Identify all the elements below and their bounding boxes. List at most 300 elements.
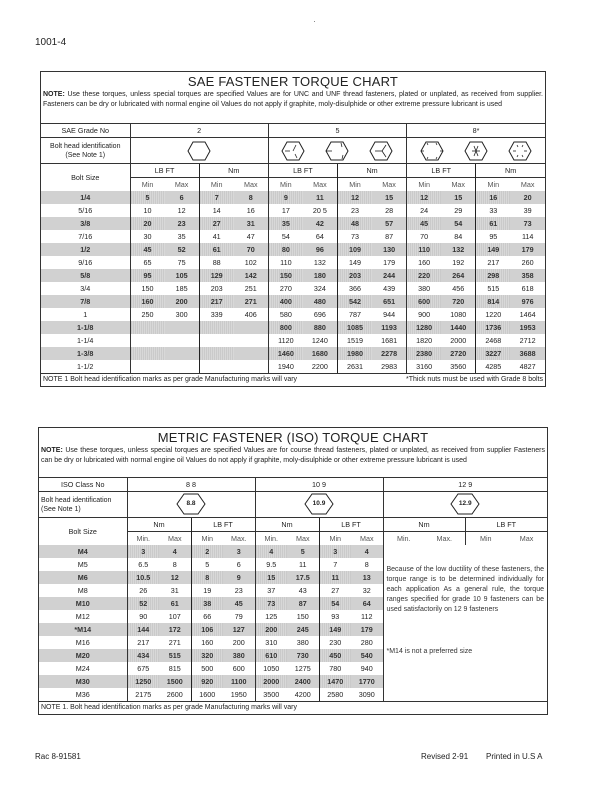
torque-value-cell: 1820 — [407, 334, 442, 347]
torque-value-cell: 90 — [127, 610, 159, 623]
g8-nm-label: Nm — [476, 164, 545, 178]
torque-value-cell: 179 — [383, 258, 396, 267]
torque-value-cell: 70 — [407, 230, 442, 243]
table-row — [41, 204, 545, 217]
min-label: Min. — [127, 532, 159, 546]
torque-value-cell: 33 — [476, 204, 511, 217]
torque-value-cell: 7 — [319, 558, 351, 571]
g5-nm-label: Nm — [337, 164, 406, 178]
torque-value-cell: 179 — [510, 243, 545, 256]
torque-value-cell: 2983 — [381, 362, 398, 371]
torque-value-cell: 12 — [337, 191, 372, 204]
bolt-size-cell: M4 — [39, 545, 127, 558]
torque-value-cell: 1220 — [476, 308, 511, 321]
torque-value-cell: 73 — [337, 230, 372, 243]
grade5-head-cell — [268, 138, 406, 164]
torque-value-cell: 9 — [223, 571, 255, 584]
sae-unit-row — [41, 164, 545, 178]
torque-value-cell: 8 — [191, 571, 223, 584]
torque-value-cell: 271 — [168, 638, 181, 647]
torque-value-cell: 780 — [319, 662, 351, 675]
c109-nm-label: Nm — [255, 518, 319, 532]
table-row — [41, 217, 545, 230]
torque-value-cell: 580 — [268, 308, 303, 321]
sae-footnote-right: *Thick nuts must be used with Grade 8 bolts — [406, 376, 543, 383]
torque-value-cell: 31 — [234, 217, 269, 230]
torque-value-cell: 185 — [175, 284, 188, 293]
torque-value-cell: 20 — [510, 191, 545, 204]
torque-value-cell: 4 — [255, 545, 287, 558]
torque-value-cell: 814 — [476, 295, 511, 308]
table-row — [41, 191, 545, 204]
torque-value-cell: 127 — [223, 623, 255, 636]
bolt-size-cell: M36 — [75, 690, 90, 699]
max-label: Max. — [424, 532, 465, 546]
torque-value-cell: 15 — [441, 191, 476, 204]
bolt-size-cell: 1/4 — [41, 191, 130, 204]
torque-value-cell: 730 — [287, 649, 319, 662]
torque-value-cell: 20 5 — [312, 206, 327, 215]
low-ductility-note: Because of the low ductility of these fasteners, the torque range is to be determined individually for each application As a general rule, the torque ranges specified for grade 10 9 fasteners can be used satisfactorily on 12 9 fasteners — [386, 566, 544, 613]
torque-value-cell: 16 — [476, 191, 511, 204]
torque-value-cell: 800 — [268, 321, 303, 334]
bolt-size-cell: M6 — [39, 571, 127, 584]
g2-lbft-label: LB FT — [130, 164, 199, 178]
torque-value-cell: 1470 — [319, 675, 351, 688]
torque-value-cell: 1940 — [268, 360, 303, 373]
metric-torque-chart — [38, 427, 548, 715]
torque-value-cell: 84 — [454, 232, 463, 241]
torque-value-cell: 434 — [127, 649, 159, 662]
torque-value-cell: 110 — [268, 256, 303, 269]
torque-value-cell: 920 — [191, 675, 223, 688]
torque-value-cell: 439 — [383, 284, 396, 293]
torque-value-cell: 61 — [476, 217, 511, 230]
torque-value-cell: 87 — [287, 597, 319, 610]
torque-value-cell: 217 — [476, 256, 511, 269]
torque-value-cell: 1464 — [519, 310, 536, 319]
hex-6-edge-marks-icon — [420, 141, 444, 161]
c88-lbft-label: LB FT — [191, 518, 255, 532]
sae-footnote-left: NOTE 1 Bolt head identification marks as per grade Manufacturing marks will vary — [43, 376, 298, 383]
torque-value-cell: 144 — [127, 623, 159, 636]
torque-value-cell: 43 — [298, 586, 307, 595]
sae-grade-2: 2 — [130, 124, 268, 138]
torque-value-cell: 35 — [177, 232, 186, 241]
torque-value-cell: 720 — [441, 295, 476, 308]
torque-value-cell: 2720 — [441, 347, 476, 360]
torque-value-cell: 54 — [319, 597, 351, 610]
sae-note-text: Use these torques, unless special torques are specified Values are for UNC and UNF thread fasteners, plated or unplated, as received from supplier. Fasteners can be dry or lubricated with normal engine oil Values do not apply if graphite, moly-disulphide or other extreme pressure lubricant is used — [43, 91, 543, 108]
bolt-size-cell: 1 — [83, 310, 88, 319]
hex-12-9-mark-icon — [450, 493, 480, 515]
sae-grade-5: 5 — [268, 124, 406, 138]
sae-grade-label: SAE Grade No — [41, 124, 130, 138]
torque-value-cell: 45 — [223, 597, 255, 610]
min-label: Min — [465, 532, 506, 546]
torque-value-cell: 95 — [130, 269, 165, 282]
torque-value-cell: 73 — [510, 217, 545, 230]
torque-value-cell: 57 — [372, 217, 407, 230]
bolt-size-cell: 1/2 — [41, 243, 130, 256]
torque-value-cell: 109 — [337, 243, 372, 256]
torque-value-cell: 41 — [199, 230, 234, 243]
bolt-size-cell: M30 — [39, 675, 127, 688]
torque-value-cell: 618 — [521, 284, 534, 293]
torque-value-cell: 87 — [385, 232, 394, 241]
printed-in: Printed in U.S A — [486, 752, 543, 761]
class-12-9-notes — [383, 545, 547, 701]
torque-value-cell: 320 — [191, 649, 223, 662]
torque-value-cell: 125 — [255, 610, 287, 623]
torque-value-cell: 7 — [199, 191, 234, 204]
bolt-size-cell: M16 — [75, 638, 90, 647]
torque-value-cell: 192 — [452, 258, 465, 267]
torque-value-cell: 142 — [234, 269, 269, 282]
torque-value-cell: 29 — [454, 206, 463, 215]
torque-value-cell: 1193 — [372, 321, 407, 334]
bolt-size-cell: M20 — [39, 649, 127, 662]
torque-value-cell: 500 — [191, 662, 223, 675]
torque-value-cell: 406 — [244, 310, 257, 319]
torque-value-cell: 1980 — [337, 347, 372, 360]
sae-note-label: NOTE: — [43, 91, 65, 98]
torque-value-cell: 1736 — [476, 321, 511, 334]
torque-value-cell: 79 — [234, 612, 243, 621]
max-label: Max — [234, 178, 269, 192]
torque-value-cell: 10 — [130, 204, 165, 217]
torque-value-cell: 610 — [255, 649, 287, 662]
torque-value-cell: 380 — [407, 282, 442, 295]
min-label: Min. — [255, 532, 287, 546]
torque-value-cell: 106 — [191, 623, 223, 636]
revised-date: Revised 2-91 — [421, 752, 469, 761]
torque-value-cell: 380 — [296, 638, 309, 647]
torque-value-cell: 88 — [199, 256, 234, 269]
hex-asterisk-mark-icon — [464, 141, 488, 161]
max-label: Max — [303, 178, 338, 192]
g2-nm-label: Nm — [199, 164, 268, 178]
table-row — [39, 545, 547, 558]
torque-value-cell: 105 — [165, 269, 200, 282]
min-label: Min — [199, 178, 234, 192]
torque-value-cell — [165, 321, 200, 334]
min-label: Min — [337, 178, 372, 192]
torque-value-cell: 2175 — [127, 688, 159, 701]
torque-value-cell: 540 — [351, 649, 383, 662]
sae-head-label: Bolt head identification (See Note 1) — [41, 138, 130, 164]
table-row — [41, 230, 545, 243]
metric-unit-row — [39, 518, 547, 532]
sae-torque-chart — [40, 71, 546, 387]
torque-value-cell: 1275 — [294, 664, 311, 673]
torque-value-cell: 6.5 — [127, 558, 159, 571]
min-label: Min — [407, 178, 442, 192]
torque-value-cell: 16 — [246, 206, 255, 215]
bolt-size-cell: M10 — [39, 597, 127, 610]
torque-value-cell: 230 — [319, 636, 351, 649]
torque-value-cell: 250 — [130, 308, 165, 321]
sae-table-body — [41, 191, 545, 373]
torque-value-cell — [130, 360, 165, 373]
torque-value-cell: 107 — [168, 612, 181, 621]
torque-value-cell: 515 — [159, 649, 191, 662]
torque-value-cell: 6 — [165, 191, 200, 204]
torque-value-cell: 600 — [407, 295, 442, 308]
torque-value-cell — [199, 360, 234, 373]
g8-lbft-label: LB FT — [407, 164, 476, 178]
m14-note: *M14 is not a preferred size — [386, 648, 473, 655]
class109-head-cell — [255, 492, 383, 518]
torque-value-cell: 27 — [199, 217, 234, 230]
torque-value-cell: 30 — [130, 230, 165, 243]
torque-value-cell: 12 — [407, 191, 442, 204]
torque-value-cell: 37 — [255, 584, 287, 597]
torque-value-cell: 4 — [351, 545, 383, 558]
torque-value-cell: 70 — [234, 243, 269, 256]
torque-value-cell — [165, 334, 200, 347]
torque-value-cell: 480 — [303, 295, 338, 308]
torque-value-cell: 251 — [244, 284, 257, 293]
torque-value-cell: 940 — [360, 664, 373, 673]
torque-value-cell: 93 — [319, 610, 351, 623]
torque-value-cell — [130, 347, 165, 360]
torque-value-cell: 3090 — [358, 690, 375, 699]
torque-value-cell: 1460 — [268, 347, 303, 360]
torque-value-cell: 54 — [268, 230, 303, 243]
torque-value-cell: 23 — [165, 217, 200, 230]
torque-value-cell: 944 — [383, 310, 396, 319]
class-12-9: 12 9 — [383, 478, 547, 492]
grade8-head-cell — [407, 138, 545, 164]
table-row — [41, 282, 545, 295]
torque-value-cell: 52 — [127, 597, 159, 610]
torque-value-cell: 2000 — [450, 336, 467, 345]
torque-value-cell: 366 — [337, 282, 372, 295]
bolt-size-cell: *M14 — [39, 623, 127, 636]
torque-value-cell: 61 — [199, 243, 234, 256]
metric-chart-title: METRIC FASTENER (ISO) TORQUE CHART — [157, 430, 429, 445]
torque-value-cell: 1085 — [337, 321, 372, 334]
max-label: Max — [372, 178, 407, 192]
table-row — [41, 334, 545, 347]
torque-value-cell: 1080 — [450, 310, 467, 319]
torque-value-cell: 149 — [319, 623, 351, 636]
sae-chart-title: SAE FASTENER TORQUE CHART — [187, 74, 399, 89]
hex-y-mark-icon — [369, 141, 393, 161]
torque-value-cell: 339 — [199, 308, 234, 321]
bolt-size-cell: M5 — [77, 560, 88, 569]
torque-value-cell: 75 — [177, 258, 186, 267]
torque-value-cell: 200 — [232, 638, 245, 647]
bolt-size-cell: M8 — [77, 586, 88, 595]
torque-value-cell: 271 — [234, 295, 269, 308]
bolt-size-cell: 3/8 — [41, 217, 130, 230]
torque-value-cell: 1250 — [127, 675, 159, 688]
torque-value-cell: 45 — [407, 217, 442, 230]
mark-text: 10.9 — [312, 499, 326, 507]
bolt-size-cell: 1-3/8 — [41, 347, 130, 360]
torque-value-cell: 15 — [255, 571, 287, 584]
c129-nm-label: Nm — [383, 518, 465, 532]
torque-value-cell: 380 — [223, 649, 255, 662]
c88-nm-label: Nm — [127, 518, 191, 532]
class-8-8: 8 8 — [127, 478, 255, 492]
torque-value-cell: 12 — [177, 206, 186, 215]
hex-6-dash-marks-icon — [508, 141, 532, 161]
torque-value-cell: 10.5 — [127, 571, 159, 584]
bolt-size-cell: M24 — [75, 664, 90, 673]
torque-value-cell: 35 — [268, 217, 303, 230]
speck — [314, 21, 315, 22]
mark-text: 8.8 — [186, 499, 196, 507]
torque-value-cell: 64 — [351, 597, 383, 610]
torque-value-cell — [130, 334, 165, 347]
torque-value-cell: 245 — [287, 623, 319, 636]
torque-value-cell: 3 — [223, 545, 255, 558]
torque-value-cell: 19 — [191, 584, 223, 597]
sae-grade-row — [41, 124, 545, 138]
metric-bolt-size-label: Bolt Size — [39, 518, 127, 546]
torque-value-cell: 8 — [234, 191, 269, 204]
bolt-size-cell: 7/16 — [78, 232, 93, 241]
torque-value-cell: 976 — [510, 295, 545, 308]
torque-value-cell: 220 — [407, 269, 442, 282]
torque-value-cell: 130 — [372, 243, 407, 256]
torque-value-cell: 150 — [130, 282, 165, 295]
torque-value-cell: 542 — [337, 295, 372, 308]
grade2-head-cell — [130, 138, 268, 164]
torque-value-cell: 298 — [476, 269, 511, 282]
sae-head-row — [41, 138, 545, 164]
torque-value-cell: 9 — [268, 191, 303, 204]
torque-value-cell: 280 — [360, 638, 373, 647]
table-row — [41, 295, 545, 308]
c129-lbft-label: LB FT — [465, 518, 547, 532]
torque-value-cell: 2 — [191, 545, 223, 558]
bolt-size-cell: 5/8 — [41, 269, 130, 282]
table-row — [41, 243, 545, 256]
torque-value-cell: 52 — [165, 243, 200, 256]
torque-value-cell: 3 — [127, 545, 159, 558]
table-row — [41, 256, 545, 269]
torque-value-cell: 95 — [476, 230, 511, 243]
metric-footnote-text: NOTE 1. Bolt head identification marks as per grade Manufacturing marks will vary — [41, 704, 297, 711]
torque-value-cell: 23 — [234, 586, 243, 595]
torque-value-cell: 54 — [441, 217, 476, 230]
torque-value-cell: 132 — [441, 243, 476, 256]
torque-value-cell: 5 — [130, 191, 165, 204]
min-label: Min — [268, 178, 303, 192]
torque-value-cell: 24 — [407, 204, 442, 217]
torque-value-cell: 300 — [175, 310, 188, 319]
metric-head-label: Bolt head identification (See Note 1) — [39, 492, 127, 518]
torque-value-cell: 260 — [521, 258, 534, 267]
torque-value-cell: 150 — [296, 612, 309, 621]
torque-value-cell: 2468 — [476, 334, 511, 347]
torque-value-cell: 149 — [337, 256, 372, 269]
torque-value-cell: 17 — [268, 204, 303, 217]
min-label: Min. — [383, 532, 424, 546]
page-number: 1001-4 — [35, 37, 67, 48]
torque-value-cell: 61 — [159, 597, 191, 610]
torque-value-cell: 180 — [303, 269, 338, 282]
min-label: Min — [130, 178, 165, 192]
metric-footnote — [39, 701, 547, 714]
torque-value-cell: 200 — [255, 623, 287, 636]
torque-value-cell: 1680 — [303, 347, 338, 360]
torque-value-cell: 8 — [172, 560, 177, 569]
torque-value-cell: 264 — [441, 269, 476, 282]
bolt-size-cell: 5/16 — [78, 206, 93, 215]
torque-value-cell: 2278 — [372, 347, 407, 360]
torque-value-cell: 2712 — [519, 336, 536, 345]
torque-value-cell: 1500 — [159, 675, 191, 688]
torque-value-cell: 456 — [452, 284, 465, 293]
torque-value-cell: 600 — [232, 664, 245, 673]
torque-value-cell: 45 — [130, 243, 165, 256]
min-label: Min — [191, 532, 223, 546]
bolt-size-cell: 9/16 — [78, 258, 93, 267]
torque-value-cell: 1050 — [255, 662, 287, 675]
torque-value-cell: 102 — [244, 258, 257, 267]
torque-value-cell — [199, 347, 234, 360]
bolt-size-cell: 1-1/4 — [77, 336, 94, 345]
torque-value-cell: 23 — [337, 204, 372, 217]
torque-value-cell: 150 — [268, 269, 303, 282]
torque-value-cell: 172 — [159, 623, 191, 636]
torque-value-cell: 28 — [385, 206, 394, 215]
torque-value-cell: 13 — [351, 571, 383, 584]
torque-value-cell: 1519 — [337, 334, 372, 347]
metric-class-row — [39, 478, 547, 492]
torque-value-cell: 11 — [319, 571, 351, 584]
torque-value-cell: 160 — [130, 295, 165, 308]
torque-value-cell: 358 — [510, 269, 545, 282]
torque-value-cell: 203 — [199, 282, 234, 295]
torque-value-cell: 270 — [268, 282, 303, 295]
torque-value-cell: 217 — [199, 295, 234, 308]
class-10-9: 10 9 — [255, 478, 383, 492]
torque-value-cell: 2380 — [407, 347, 442, 360]
torque-value-cell: 2600 — [166, 690, 183, 699]
metric-class-label: ISO Class No — [39, 478, 127, 492]
torque-value-cell: 200 — [165, 295, 200, 308]
torque-value-cell: 66 — [191, 610, 223, 623]
torque-value-cell: 80 — [268, 243, 303, 256]
hex-8-8-mark-icon — [176, 493, 206, 515]
torque-value-cell: 3227 — [476, 347, 511, 360]
max-label: Max — [351, 532, 383, 546]
torque-value-cell: 48 — [337, 217, 372, 230]
max-label: Max. — [223, 532, 255, 546]
torque-value-cell — [199, 334, 234, 347]
torque-value-cell: 3500 — [255, 688, 287, 701]
max-label: Max — [159, 532, 191, 546]
bolt-size-cell: 3/4 — [80, 284, 91, 293]
torque-value-cell: 3160 — [407, 360, 442, 373]
table-row — [41, 321, 545, 334]
metric-note-label: NOTE: — [41, 447, 63, 454]
torque-value-cell: 129 — [199, 269, 234, 282]
torque-value-cell: 17.5 — [287, 571, 319, 584]
torque-value-cell: 1600 — [191, 688, 223, 701]
sae-bolt-size-label: Bolt Size — [41, 164, 130, 192]
table-row — [41, 269, 545, 282]
torque-value-cell: 2000 — [255, 675, 287, 688]
torque-value-cell: 244 — [372, 269, 407, 282]
torque-value-cell: 1100 — [223, 675, 255, 688]
